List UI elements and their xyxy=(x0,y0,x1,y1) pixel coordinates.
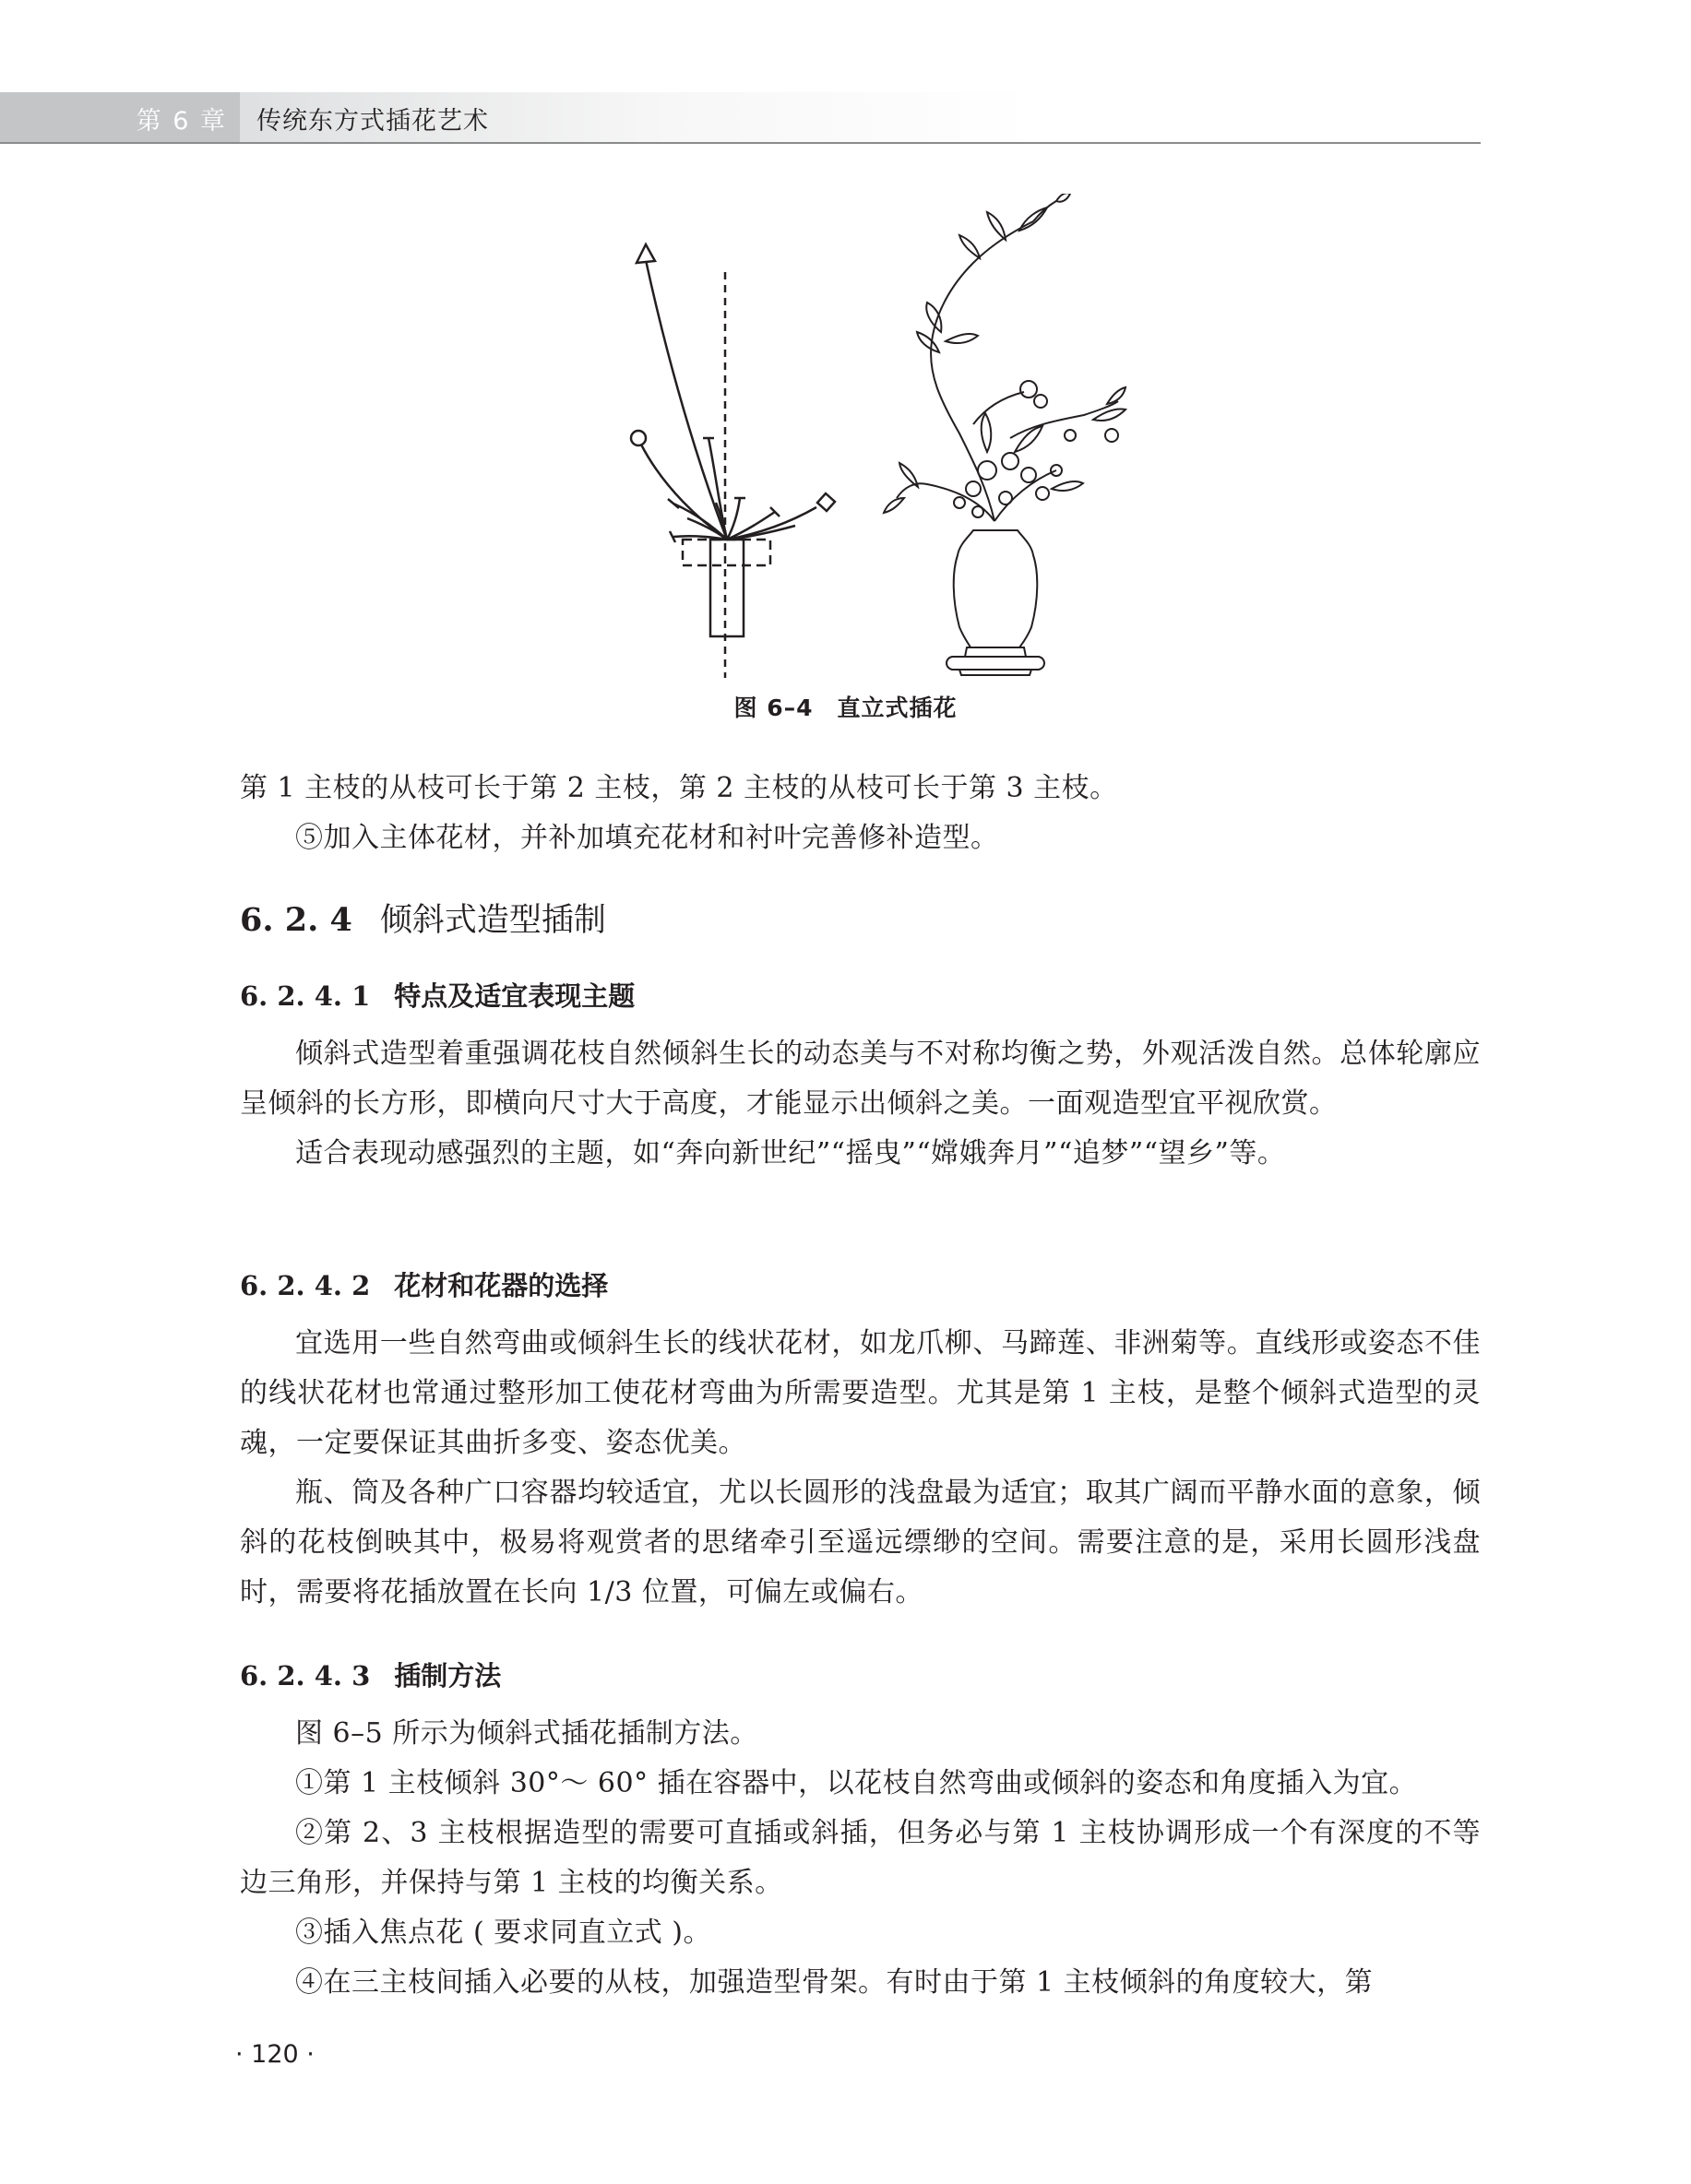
subsection-title: 花材和花器的选择 xyxy=(394,1270,609,1301)
subsection-number: 6. 2. 4. 1 xyxy=(240,980,371,1012)
leaf-shape xyxy=(1107,387,1125,404)
main-stem-3 xyxy=(727,507,816,540)
subsection1-text xyxy=(240,1029,1481,1179)
tall-branch xyxy=(931,221,1033,521)
subsection-title: 插制方法 xyxy=(394,1660,502,1691)
subsection-heading xyxy=(240,976,635,1014)
diamond-marker-icon xyxy=(817,493,835,511)
subsection-title: 特点及适宜表现主题 xyxy=(394,980,636,1012)
paragraph: 第 1 主枝的从枝可长于第 2 主枝，第 2 主枝的从枝可长于第 3 主枝。 xyxy=(240,772,1118,804)
flower-bloom xyxy=(1021,468,1036,482)
vase-stand-base xyxy=(959,670,1031,675)
main-stem-1 xyxy=(646,260,727,540)
leaf-shape xyxy=(982,413,992,452)
subsection-number: 6. 2. 4. 2 xyxy=(240,1270,371,1301)
leaf-shape xyxy=(1052,481,1083,491)
circle-marker-icon xyxy=(631,431,646,445)
chapter-title: 传统东方式插花艺术 xyxy=(256,106,489,136)
flower-bloom xyxy=(954,497,965,508)
page-number: · 120 · xyxy=(235,2040,315,2069)
paragraph: ③插入焦点花 ( 要求同直立式 )。 xyxy=(295,1917,712,1949)
paragraph: 适合表现动感强烈的主题，如“奔向新世纪”“摇曳”“嫦娥奔月”“追梦”“望乡”等。 xyxy=(295,1137,1286,1169)
leaf-shape xyxy=(884,498,904,513)
branch-tick xyxy=(668,499,679,508)
main-stem-2 xyxy=(641,445,727,540)
subsection2-text xyxy=(240,1319,1481,1618)
side-branch xyxy=(973,392,1024,424)
vase-body xyxy=(954,530,1038,647)
paragraph: 倾斜式造型着重强调花枝自然倾斜生长的动态美与不对称均衡之势，外观活泼自然。总体轮廓应呈倾斜的长方形，即横向尺寸大于高度，才能显示出倾斜之美。一面观造型宜平视欣赏。 xyxy=(240,1038,1481,1120)
subsection-number: 6. 2. 4. 3 xyxy=(240,1660,371,1691)
top-text-block xyxy=(240,764,1481,863)
flower-bloom xyxy=(1020,381,1037,398)
upright-arrangement-figure xyxy=(554,194,1199,692)
figure-caption: 图 6–4 直立式插花 xyxy=(733,694,958,721)
leaf-shape xyxy=(987,212,1006,240)
leaf-shape xyxy=(917,332,939,352)
flower-bloom xyxy=(1105,429,1118,442)
flower-bloom xyxy=(972,506,983,517)
flower-bloom xyxy=(978,461,996,480)
flower-bloom xyxy=(1002,453,1018,469)
subsection-heading xyxy=(240,1656,501,1693)
chapter-label: 第 6 章 xyxy=(0,92,240,144)
secondary-branch xyxy=(727,526,795,540)
structure-diagram xyxy=(631,244,835,678)
paragraph: ⑤加入主体花材，并补加填充花材和衬叶完善修补造型。 xyxy=(295,822,999,854)
paragraph: ①第 1 主枝倾斜 30°～ 60° 插在容器中，以花枝自然弯曲或倾斜的姿态和角度插入为宜。 xyxy=(295,1767,1418,1799)
flower-bloom xyxy=(966,481,981,496)
section-number: 6. 2. 4 xyxy=(240,901,352,939)
vase-stand xyxy=(947,657,1044,670)
leaf-shape xyxy=(959,235,980,258)
paragraph: ④在三主枝间插入必要的从枝，加强造型骨架。有时由于第 1 主枝倾斜的角度较大，第 xyxy=(295,1966,1374,1999)
section-title: 倾斜式造型插制 xyxy=(379,902,606,939)
subsection3-text xyxy=(240,1709,1481,2008)
subsection-heading xyxy=(240,1265,608,1303)
paragraph: 瓶、筒及各种广口容器均较适宜，尤以长圆形的浅盘最为适宜；取其广阔而平静水面的意象，倾斜的花枝倒映其中，极易将观赏者的思绪牵引至遥远缥缈的空间。需要注意的是，采用长圆形浅盘时，需要将花插放置在长向 1/3 位置，可偏左或偏右。 xyxy=(240,1477,1481,1608)
container-rect xyxy=(710,540,744,636)
header-rule xyxy=(0,142,1481,144)
bud-shape xyxy=(1056,194,1070,202)
container-dashed-rect xyxy=(683,540,770,565)
flower-bloom xyxy=(1065,430,1076,441)
paragraph: 图 6–5 所示为倾斜式插花插制方法。 xyxy=(295,1717,758,1750)
section-heading xyxy=(240,895,606,941)
vase-foot xyxy=(965,647,1026,657)
arrow-head-icon xyxy=(637,244,655,263)
center-branch xyxy=(994,470,1056,521)
flower-bloom xyxy=(999,492,1012,504)
vase-illustration xyxy=(884,194,1125,675)
paragraph: ②第 2、3 主枝根据造型的需要可直插或斜插，但务必与第 1 主枝协调形成一个有深度的不等边三角形，并保持与第 1 主枝的均衡关系。 xyxy=(240,1817,1481,1899)
leaf-shape xyxy=(946,334,978,343)
flower-bloom xyxy=(1034,395,1047,408)
flower-bloom xyxy=(1036,487,1049,500)
paragraph: 宜选用一些自然弯曲或倾斜生长的线状花材，如龙爪柳、马蹄莲、非洲菊等。直线形或姿态不佳的线状花材也常通过整形加工使花材弯曲为所需要造型。尤其是第 1 主枝，是整个倾斜式造型的灵魂，一定要保证其曲折多变、姿态优美。 xyxy=(240,1327,1481,1459)
